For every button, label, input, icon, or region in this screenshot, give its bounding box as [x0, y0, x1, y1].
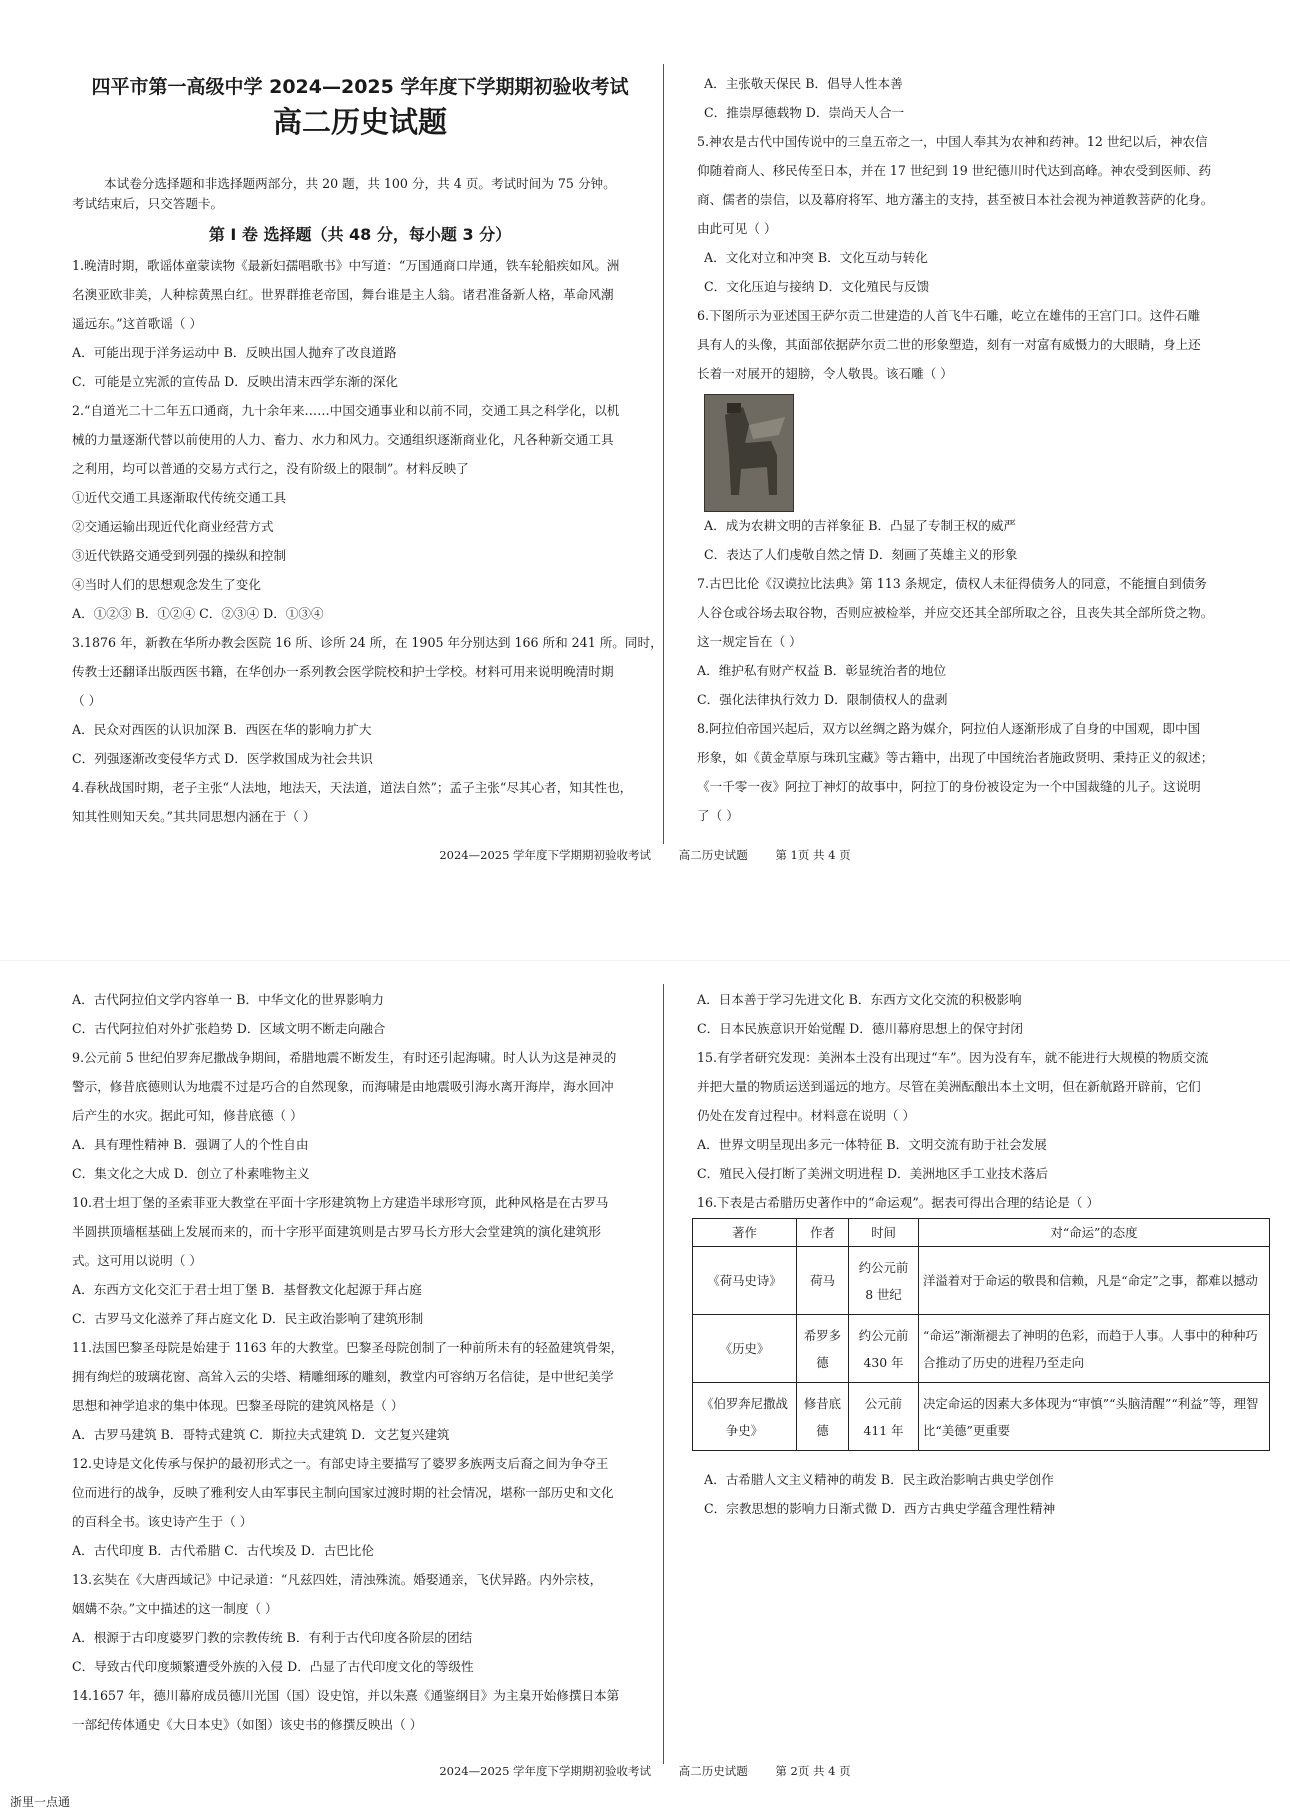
answer-option-line: C．文化压迫与接纳 D．文化殖民与反馈: [704, 279, 930, 294]
answer-option-line: A．维护私有财产权益 B．彰显统治者的地位: [697, 663, 947, 678]
answer-option-line: A．文化对立和冲突 B．文化互动与转化: [704, 250, 928, 265]
question-line: 14.1657 年，德川幕府成员德川光国（国）设史馆，并以朱熹《通鉴纲目》为主臬开始修撰日本第: [72, 1688, 620, 1703]
answer-option-line: A．主张敬天保民 B．倡导人性本善: [704, 76, 903, 91]
answer-option-line: A．具有理性精神 B．强调了人的个性自由: [72, 1137, 309, 1152]
question-line: 商、儒者的崇信，以及幕府将军、地方藩主的支持，甚至被日本社会视为神道教菩萨的化身。: [697, 192, 1214, 207]
table-cell: 荷马: [797, 1247, 849, 1315]
answer-option-line: C．日本民族意识开始觉醒 D．德川幕府思想上的保守封闭: [697, 1021, 1023, 1036]
answer-option-line: A．①②③ B．①②④ C．②③④ D．①③④: [72, 606, 324, 621]
question-line: 警示，修昔底德则认为地震不过是巧合的自然现象，而海啸是由地震吸引海水离开海岸，海水回冲: [72, 1079, 614, 1094]
question-line: 一部纪传体通史《大日本史》（如图）该史书的修撰反映出（ ）: [72, 1717, 423, 1732]
footer-exam-name: 2024—2025 学年度下学期期初验收考试: [439, 848, 652, 862]
table-row: [693, 1247, 1270, 1315]
footer-page-number: 第 2页 共 4 页: [775, 1764, 851, 1778]
answer-option-line: C．集文化之大成 D．创立了朴素唯物主义: [72, 1166, 310, 1181]
question-line: 16.下表是古希腊历史著作中的“命运观”。据表可得出合理的结论是（ ）: [697, 1195, 1100, 1210]
answer-option-line: C．强化法律执行效力 D．限制债权人的盘剥: [697, 692, 948, 707]
footer-page-number: 第 1页 共 4 页: [775, 848, 851, 862]
table-cell: 《伯罗奔尼撒战争史》: [693, 1383, 797, 1451]
page1-footer: [0, 847, 1290, 863]
question-line: 12.史诗是文化传承与保护的最初形式之一。有部史诗主要描写了婆罗多族两支后裔之间为争夺王: [72, 1456, 609, 1471]
table-header-cell: 作者: [797, 1219, 849, 1247]
table-cell: 洋溢着对于命运的敬畏和信赖，凡是“命定”之事，都难以撼动: [919, 1247, 1270, 1315]
section-heading: 第 Ⅰ 卷 选择题（共 48 分，每小题 3 分）: [208, 225, 512, 244]
question-line: （ ）: [72, 693, 102, 708]
intro-line: 考试结束后，只交答题卡。: [72, 196, 224, 211]
table-header-cell: 时间: [849, 1219, 919, 1247]
question-line: 了（ ）: [697, 808, 739, 823]
question-line: 名澳亚欧非美，人种棕黄黑白红。世界群推老帝国，舞台谁是主人翁。诸君准备新人格，革命风潮: [72, 287, 614, 302]
question-line: 11.法国巴黎圣母院是始建于 1163 年的大教堂。巴黎圣母院创制了一种前所未有的轻盈建筑骨架，: [72, 1340, 624, 1355]
question-line: 后产生的水灾。据此可知，修昔底德（ ）: [72, 1108, 303, 1123]
question-line: 知其性则知天矣。”其共同思想内涵在于（ ）: [72, 809, 316, 824]
watermark-text: 浙里一点通: [10, 1795, 71, 1809]
answer-option-line: C．导致古代印度频繁遭受外族的入侵 D．凸显了古代印度文化的等级性: [72, 1659, 474, 1674]
answer-option-line: A．成为农耕文明的吉祥象征 B．凸显了专制王权的威严: [704, 518, 1017, 533]
footer-subject: 高二历史试题: [678, 1764, 748, 1778]
question-line: 9.公元前 5 世纪伯罗奔尼撒战争期间，希腊地震不断发生，有时还引起海啸。时人认为这是神灵的: [72, 1050, 617, 1065]
answer-option-line: A．东西方文化交汇于君士坦丁堡 B．基督教文化起源于拜占庭: [72, 1282, 422, 1297]
answer-option-line: C．表达了人们虔敬自然之情 D．刻画了英雄主义的形象: [704, 547, 1018, 562]
question-line: 《一千零一夜》阿拉丁神灯的故事中，阿拉丁的身份被设定为一个中国裁缝的儿子。这说明: [697, 779, 1201, 794]
question-line: 并把大量的物质运送到遥远的地方。尽管在美洲酝酿出本土文明，但在新航路开辟前，它们: [697, 1079, 1201, 1094]
footer-subject: 高二历史试题: [678, 848, 748, 862]
question-line: 3.1876 年，新教在华所办教会医院 16 所、诊所 24 所，在 1905 年分别达到 166 所和 241 所。同时，: [72, 635, 663, 650]
answer-option-line: C．古代阿拉伯对外扩张趋势 D．区域文明不断走向融合: [72, 1021, 386, 1036]
table-cell: “命运”渐渐褪去了神明的色彩，而趋于人事。人事中的种种巧合推动了历史的进程乃至走向: [919, 1315, 1270, 1383]
question-line: 1.晚清时期，歌谣体童蒙读物《最新妇孺唱歌书》中写道：“万国通商口岸通，铁车轮船疾如风。洲: [72, 258, 620, 273]
answer-option-line: C．列强逐渐改变侵华方式 D．医学救国成为社会共识: [72, 751, 373, 766]
page2-footer: [0, 1763, 1290, 1779]
question-line: 2.“自道光二十二年五口通商，九十余年来……中国交通事业和以前不同，交通工具之科学化，以机: [72, 403, 620, 418]
question-line: 姻媾不杂。”文中描述的这一制度（ ）: [72, 1601, 278, 1616]
table-cell: 决定命运的因素大多体现为“审慎”“头脑清醒”“利益”等，理智比“美德”更重要: [919, 1383, 1270, 1451]
answer-option-line: C．宗教思想的影响力日渐式微 D．西方古典史学蕴含理性精神: [704, 1501, 1056, 1516]
question-line: 10.君士坦丁堡的圣索菲亚大教堂在平面十字形建筑物上方建造半球形穹顶，此种风格是在古罗马: [72, 1195, 609, 1210]
question-line: 13.玄奘在《大唐西域记》中记录道：“凡兹四姓，清浊殊流。婚娶通亲，飞伏异路。内外宗枝，: [72, 1572, 603, 1587]
question-line: 的百科全书。该史诗产生于（ ）: [72, 1514, 253, 1529]
question-line: 15.有学者研究发现：美洲本土没有出现过“车”。因为没有车，就不能进行大规模的物质交流: [697, 1050, 1209, 1065]
table-cell: 公元前 411 年: [849, 1383, 919, 1451]
question-line: 6.下图所示为亚述国王萨尔贡二世建造的人首飞牛石雕，屹立在雄伟的王宫门口。这件石雕: [697, 308, 1201, 323]
answer-option-line: C．推崇厚德载物 D．崇尚天人合一: [704, 105, 905, 120]
question-line: 遥远东。”这首歌谣（ ）: [72, 316, 203, 331]
answer-option-line: A．日本善于学习先进文化 B．东西方文化交流的积极影响: [697, 992, 1022, 1007]
question-line: 长着一对展开的翅膀，令人敬畏。该石雕（ ）: [697, 366, 953, 381]
table-cell: 约公元前 8 世纪: [849, 1247, 919, 1315]
subject-title: 高二历史试题: [272, 105, 447, 139]
table-cell: 《历史》: [693, 1315, 797, 1383]
answer-option-line: A．根源于古印度婆罗门教的宗教传统 B．有利于古代印度各阶层的团结: [72, 1630, 473, 1645]
question-line: 式。这可用以说明（ ）: [72, 1253, 202, 1268]
column-divider: [663, 984, 664, 1764]
table-row: [693, 1315, 1270, 1383]
question-line: 传教士还翻译出版西医书籍，在华创办一系列教会医学院校和护士学校。材料可用来说明晚清时期: [72, 664, 614, 679]
assyrian-lamassu-photo: [704, 394, 794, 512]
lamassu-statue-icon: [705, 395, 793, 511]
question-line: 4.春秋战国时期，老子主张“人法地，地法天，天法道，道法自然”；孟子主张“尽其心者，知其性也，: [72, 780, 633, 795]
question-line: 拥有绚烂的玻璃花窗、高耸入云的尖塔、精雕细琢的雕刻，教堂内可容纳万名信徒，是中世纪美学: [72, 1369, 614, 1384]
question-line: 形象，如《黄金草原与珠玑宝藏》等古籍中，出现了中国统治者施政贤明、秉持正义的叙述；: [697, 750, 1214, 765]
table-cell: 修昔底德: [797, 1383, 849, 1451]
statement-line: ③近代铁路交通受到列强的操纵和控制: [72, 548, 287, 563]
table-header-row: [693, 1219, 1270, 1247]
answer-option-line: A．民众对西医的认识加深 B．西医在华的影响力扩大: [72, 722, 372, 737]
table-cell: 《荷马史诗》: [693, 1247, 797, 1315]
question-line: 位而进行的战争，反映了雅利安人由军事民主制向国家过渡时期的社会情况，堪称一部历史和文化: [72, 1485, 614, 1500]
table-header-cell: 著作: [693, 1219, 797, 1247]
column-divider: [663, 64, 664, 844]
answer-option-line: A．古希腊人文主义精神的萌发 B．民主政治影响古典史学创作: [704, 1472, 1054, 1487]
answer-option-line: A．古代印度 B．古代希腊 C．古代埃及 D．古巴比伦: [72, 1543, 374, 1558]
fate-view-table: [692, 1218, 1270, 1451]
question-line: 仰随着商人、移民传至日本，并在 17 世纪到 19 世纪德川时代达到高峰。神农受到医师、药: [697, 163, 1212, 178]
intro-line: 本试卷分选择题和非选择题两部分，共 20 题，共 100 分，共 4 页。考试时间为 75 分钟。: [104, 176, 616, 191]
answer-option-line: A．古代阿拉伯文学内容单一 B．中华文化的世界影响力: [72, 992, 385, 1007]
question-line: 半圆拱顶墙框基础上发展而来的，而十字形平面建筑则是古罗马长方形大会堂建筑的演化建筑形: [72, 1224, 601, 1239]
question-line: 人谷仓或谷场去取谷物，否则应被检举，并应交还其全部所取之谷，且丧失其全部所贷之物。: [697, 605, 1214, 620]
footer-exam-name: 2024—2025 学年度下学期期初验收考试: [439, 1764, 652, 1778]
table-header-cell: 对“命运”的态度: [919, 1219, 1270, 1247]
table-cell: 希罗多德: [797, 1315, 849, 1383]
question-line: 之利用，均可以普通的交易方式行之，没有阶级上的限制”。材料反映了: [72, 461, 469, 476]
question-line: 具有人的头像，其面部依据萨尔贡二世的形象塑造，刻有一对富有威慑力的大眼睛，身上还: [697, 337, 1201, 352]
statement-line: ②交通运输出现近代化商业经营方式: [72, 519, 274, 534]
question-line: 思想和神学追求的集中体现。巴黎圣母院的建筑风格是（ ）: [72, 1398, 404, 1413]
answer-option-line: C．古罗马文化滋养了拜占庭文化 D．民主政治影响了建筑形制: [72, 1311, 424, 1326]
answer-option-line: A．古罗马建筑 B．哥特式建筑 C．斯拉夫式建筑 D．文艺复兴建筑: [72, 1427, 450, 1442]
statement-line: ①近代交通工具逐渐取代传统交通工具: [72, 490, 287, 505]
question-line: 7.古巴比伦《汉谟拉比法典》第 113 条规定，债权人未征得债务人的同意，不能擅自到债务: [697, 576, 1208, 591]
page-separator: [0, 960, 1290, 961]
school-exam-title: 四平市第一高级中学 2024—2025 学年度下学期期初验收考试: [91, 76, 629, 98]
answer-option-line: C．可能是立宪派的宣传品 D．反映出清末西学东渐的深化: [72, 374, 398, 389]
table-row: [693, 1383, 1270, 1451]
question-line: 由此可见（ ）: [697, 221, 777, 236]
question-line: 5.神农是古代中国传说中的三皇五帝之一，中国人奉其为农神和药神。12 世纪以后，神农信: [697, 134, 1208, 149]
question-line: 这一规定旨在（ ）: [697, 634, 802, 649]
answer-option-line: A．可能出现于洋务运动中 B．反映出国人抛弃了改良道路: [72, 345, 397, 360]
statement-line: ④当时人们的思想观念发生了变化: [72, 577, 261, 592]
table-cell: 约公元前 430 年: [849, 1315, 919, 1383]
question-line: 械的力量逐渐代替以前使用的人力、畜力、水力和风力。交通组织逐渐商业化，凡各种新交通工具: [72, 432, 614, 447]
answer-option-line: A．世界文明呈现出多元一体特征 B．文明交流有助于社会发展: [697, 1137, 1047, 1152]
answer-option-line: C．殖民入侵打断了美洲文明进程 D．美洲地区手工业技术落后: [697, 1166, 1049, 1181]
question-line: 仍处在发育过程中。材料意在说明（ ）: [697, 1108, 916, 1123]
question-line: 8.阿拉伯帝国兴起后，双方以丝绸之路为媒介，阿拉伯人逐渐形成了自身的中国观，即中国: [697, 721, 1201, 736]
